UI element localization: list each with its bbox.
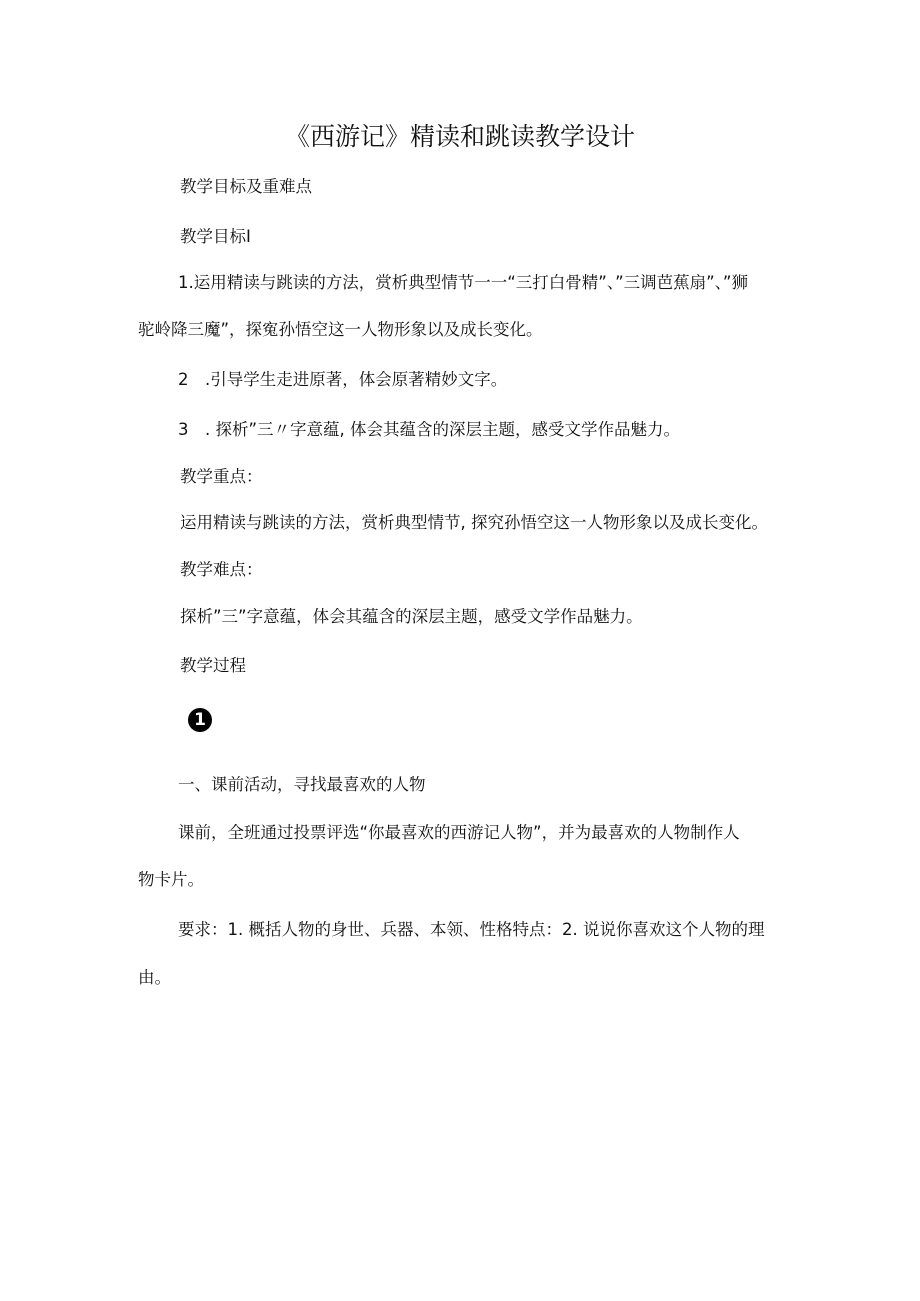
heading-difficulties: 教学难点：: [180, 560, 263, 579]
section1-para1-line1: 课前，全班通过投票评选“你最喜欢的西游记人物”，并为最喜欢的人物制作人: [178, 823, 740, 842]
section1-para2-line2: 由。: [138, 968, 171, 987]
objective-2: 2 .引导学生走进原著，体会原著精妙文字。: [178, 370, 508, 389]
section1-title: 一、课前活动，寻找最喜欢的人物: [178, 775, 426, 794]
objective-1-line1: 1.运用精读与跳读的方法，赏析典型情节一一“三打白骨精”、”三调芭蕉扇”、”狮: [178, 273, 748, 292]
heading-process: 教学过程: [180, 656, 246, 675]
objective-3: 3 . 探析”三〃字意蕴, 体会其蕴含的深层主题，感受文学作品魅力。: [178, 420, 681, 439]
heading-objectives: 教学目标I: [180, 227, 251, 246]
objective-1-line2: 驼岭降三魔”，探寃孙悟空这一人物形象以及成长变化。: [138, 320, 543, 339]
section1-para2-line1: 要求：1. 概括人物的身世、兵器、本领、性格特点：2. 说说你喜欢这个人物的理: [178, 920, 765, 939]
difficulties: 探析”三”字意蕴，体会其蕴含的深层主题，感受文学作品魅力。: [180, 607, 643, 626]
heading-key-points: 教学重点：: [180, 467, 263, 486]
document-title: 《西游记》精读和跳读教学设计: [284, 122, 635, 151]
heading-objectives-and-keys: 教学目标及重难点: [180, 177, 312, 196]
step-number-badge: 1: [188, 708, 212, 732]
key-points: 运用精读与跳读的方法，赏析典型情节, 探究孙悟空这一人物形象以及成长变化。: [180, 513, 768, 532]
section1-para1-line2: 物卡片。: [138, 870, 204, 889]
